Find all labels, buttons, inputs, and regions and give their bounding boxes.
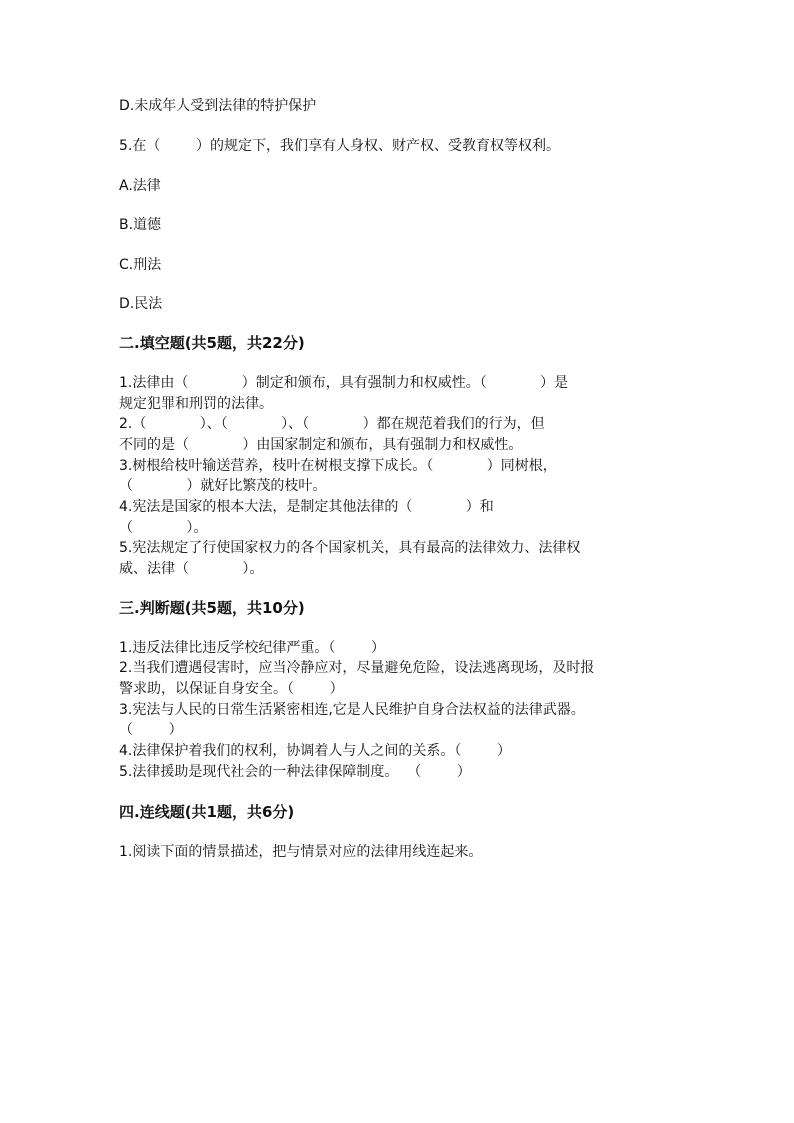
judge-q2-line2: 警求助，以保证自身安全。（ ） [119, 681, 344, 697]
fill-q5-line1: 5.宪法规定了行使国家权力的各个国家机关，具有最高的法律效力、法律权 [119, 540, 581, 556]
judge-q2-line1: 2.当我们遭遇侵害时，应当冷静应对，尽量避免危险，设法逃离现场，及时报 [119, 660, 595, 676]
judge-q5: 5.法律援助是现代社会的一种法律保障制度。 （ ） [119, 764, 471, 780]
fill-q1-line2: 规定犯罪和刑罚的法律。 [119, 396, 273, 412]
fill-q2-line1: 2.（ ）、（ ）、（ ）都在规范着我们的行为，但 [119, 416, 545, 432]
fill-q4-line2: （ ）。 [119, 520, 208, 536]
section4-title: 四.连线题(共1题，共6分) [119, 803, 295, 821]
judge-q4: 4.法律保护着我们的权利，协调着人与人之间的关系。（ ） [119, 743, 511, 759]
fill-q2-line2: 不同的是（ ）由国家制定和颁布，具有强制力和权威性。 [119, 437, 523, 453]
fill-q4-line1: 4.宪法是国家的根本大法，是制定其他法律的（ ）和 [119, 499, 494, 515]
fill-q3-line2: （ ）就好比繁茂的枝叶。 [119, 478, 327, 494]
fill-q3-line1: 3.树根给枝叶输送营养，枝叶在树根支撑下成长。（ ）同树根， [119, 458, 557, 474]
q5-stem: 5.在（ ）的规定下，我们享有人身权、财产权、受教育权等权利。 [119, 138, 560, 154]
judge-q3-line1: 3.宪法与人民的日常生活紧密相连,它是人民维护自身合法权益的法律武器。 [119, 702, 585, 718]
q5-option-a: A.法律 [119, 178, 161, 194]
q5-option-c: C.刑法 [119, 257, 162, 273]
match-q1: 1.阅读下面的情景描述，把与情景对应的法律用线连起来。 [119, 844, 483, 860]
section3-title: 三.判断题(共5题，共10分) [119, 599, 305, 617]
fill-q5-line2: 威、法律（ ）。 [119, 561, 264, 577]
q5-option-b: B.道德 [119, 217, 162, 233]
judge-q3-line2: （ ） [119, 722, 183, 738]
q4-option-d: D.未成年人受到法律的特护保护 [119, 98, 317, 114]
section2-title: 二.填空题(共5题，共22分) [119, 334, 305, 352]
q5-option-d: D.民法 [119, 296, 163, 312]
fill-q1-line1: 1.法律由（ ）制定和颁布，具有强制力和权威性。（ ）是 [119, 375, 569, 391]
judge-q1: 1.违反法律比违反学校纪律严重。（ ） [119, 640, 385, 656]
